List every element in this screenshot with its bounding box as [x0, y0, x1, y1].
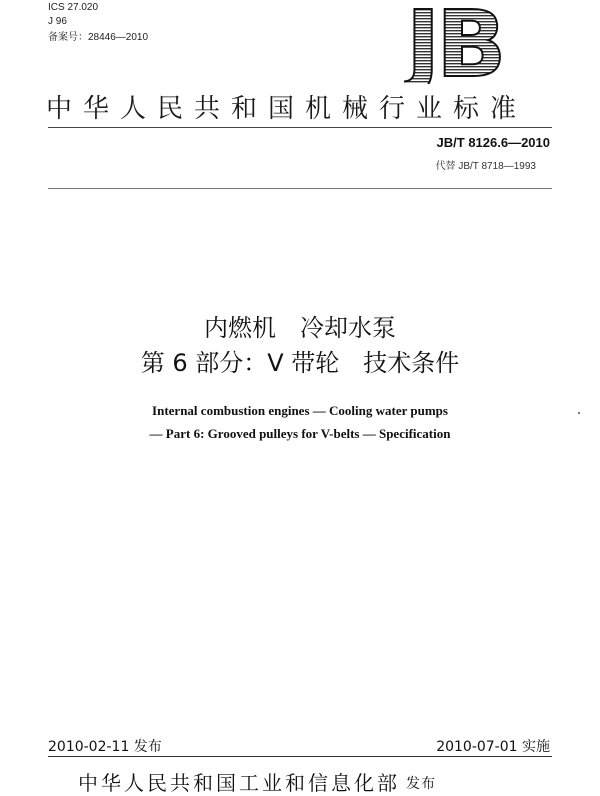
number-divider — [48, 188, 552, 189]
standard-type-title: 中华人民共和国机械行业标准 — [46, 94, 528, 124]
implementation-date: 2010-07-01 实施 — [436, 739, 550, 755]
bottom-divider — [48, 756, 552, 757]
chinese-title-line-1: 内燃机 冷却水泵 — [204, 314, 396, 342]
classification-code: J 96 — [48, 16, 67, 27]
english-title-line-2: — Part 6: Grooved pulleys for V-belts — Specification — [149, 426, 451, 441]
standard-number: JB/T 8126.6—2010 — [436, 135, 550, 150]
publisher-line — [78, 767, 436, 796]
publish-label: 发布 — [406, 776, 436, 792]
english-title-line-1: Internal combustion engines — Cooling water pumps — [152, 403, 448, 418]
replaces-standard: 代替 JB/T 8718—1993 — [435, 161, 536, 172]
registration-number: 备案号：28446—2010 — [48, 32, 149, 43]
publisher-name: 中华人民共和国工业和信息化部 — [78, 771, 400, 795]
scan-speck — [578, 412, 580, 414]
top-divider — [48, 127, 552, 128]
jb-logo — [404, 0, 530, 84]
jb-logo-text: JB — [406, 0, 503, 84]
chinese-title-line-2: 第 6 部分：V 带轮 技术条件 — [140, 349, 460, 377]
issue-date: 2010-02-11 发布 — [48, 739, 162, 755]
ics-code: ICS 27.020 — [48, 2, 99, 13]
